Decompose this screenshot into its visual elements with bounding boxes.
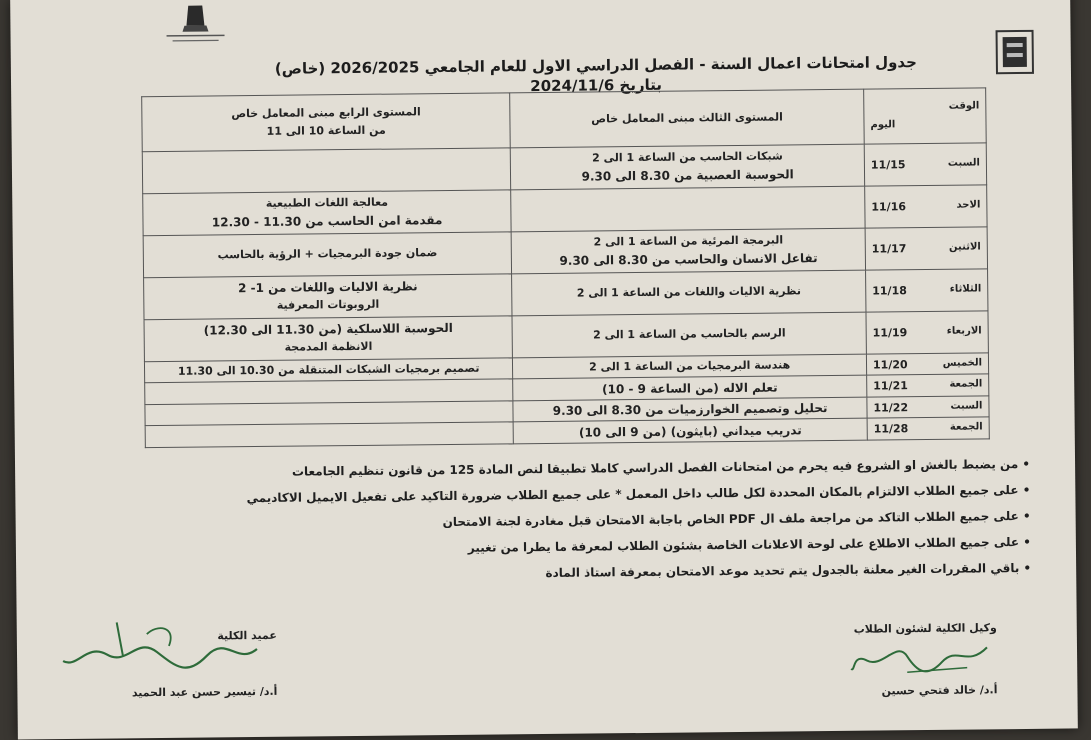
- exam-entry: [151, 390, 506, 394]
- header-level3: [510, 89, 864, 148]
- note-item: • على جميع الطلاب الاطلاع على لوحة الاعلانات الخاصة بشئون الطلاب لمعرفة ما يطرا من تغيير: [166, 529, 1031, 564]
- exam-entry: تدريب ميداني (بايثون) (من 9 الى 10): [520, 420, 861, 442]
- note-text: باقي المقررات الغير معلنة بالجدول يتم تحديد موعد الامتحان بمعرفة استاذ المادة: [545, 561, 1019, 580]
- vice-dean-name: أ.د/ خالد فتحي حسين: [777, 683, 997, 698]
- exam-entry: تحليل وتصميم الخوارزميات من 8.30 الى 9.30: [520, 399, 861, 421]
- exam-entry: تفاعل الانسان والحاسب من 8.30 الى 9.30: [518, 249, 859, 271]
- exam-entry: البرمجة المرئية من الساعة 1 الى 2: [518, 231, 859, 253]
- header-time: الوقت: [870, 97, 979, 116]
- day-name: الجمعة: [949, 378, 982, 389]
- exam-entry: معالجة اللغات الطبيعية: [149, 193, 504, 215]
- level3-cell: [512, 312, 866, 358]
- faculty-logo-icon: [160, 3, 230, 44]
- table-header-row: [142, 88, 987, 152]
- row-day: [864, 143, 986, 186]
- vice-dean-signature-icon: [847, 637, 997, 683]
- exam-entry: نظرية الاليات واللغات من 1- 2: [150, 277, 505, 299]
- note-text: على جميع الطلاب التاكد من مراجعة ملف ال PDF الخاص باجابة الامتحان قبل مغادرة لجنة الامتحان: [442, 509, 1018, 529]
- day-name: السبت: [950, 400, 982, 411]
- level3-cell: [511, 186, 865, 232]
- day-name: السبت: [948, 157, 980, 168]
- day-name: الخميس: [943, 357, 982, 368]
- exam-schedule-table: [141, 87, 990, 448]
- row-day: [865, 185, 987, 228]
- exam-entry: [152, 412, 507, 416]
- vice-dean-title: وكيل الكلية لشئون الطلاب: [777, 621, 997, 636]
- level4-cell: [143, 190, 512, 236]
- day-date: 11/19: [873, 326, 908, 339]
- exam-entry: الحوسبة اللاسلكية (من 11.30 الى 12.30): [151, 319, 506, 341]
- exam-entry: ضمان جودة البرمجيات + الرؤية بالحاسب: [150, 244, 505, 266]
- exam-entry: [518, 207, 859, 211]
- level3-cell: [512, 270, 866, 316]
- title-line: جدول امتحانات اعمال السنة - الفصل الدراسي الاول للعام الجامعي 2026/2025 (خاص): [271, 52, 921, 79]
- document-page: [10, 0, 1078, 740]
- row-day: [867, 396, 989, 419]
- day-date: 11/18: [872, 284, 907, 297]
- exam-entry: الروبوتات المعرفية: [150, 295, 505, 317]
- day-date: 11/28: [874, 422, 909, 435]
- note-item: • على جميع الطلاب التاكد من مراجعة ملف ال PDF الخاص باجابة الامتحان قبل مغادرة لجنة الامتحان: [166, 503, 1031, 538]
- dean-name: أ.د/ تيسير حسن عبد الحميد: [67, 685, 277, 700]
- header-level4-time: من الساعة 10 الى 11: [148, 120, 503, 142]
- level4-cell: [145, 422, 514, 447]
- level3-cell: [511, 228, 865, 274]
- day-name: الجمعة: [950, 422, 983, 433]
- level4-cell: [143, 232, 512, 278]
- exam-entry: مقدمة امن الحاسب من 11.30 - 12.30: [149, 211, 504, 233]
- day-name: الاثنين: [949, 241, 981, 252]
- level4-cell: [142, 148, 511, 194]
- title-date: بتاريخ 2024/11/6: [271, 72, 921, 99]
- day-date: 11/16: [871, 200, 906, 213]
- note-text: من يضبط بالغش او الشروع فيه يحرم من امتحانات الفصل الدراسي كاملا تطبيقا لنص المادة 125 من قانون تنظيم الجامعات: [292, 457, 1018, 479]
- notes-list: [165, 451, 1031, 590]
- header-level3-label: المستوى الثالث مبنى المعامل خاص: [517, 108, 858, 130]
- row-day: [865, 269, 987, 312]
- header-level4-label: المستوى الرابع مبنى المعامل خاص: [148, 102, 503, 124]
- day-date: 11/15: [871, 158, 906, 171]
- row-day: [866, 311, 988, 354]
- day-date: 11/20: [873, 358, 908, 371]
- row-day: [866, 353, 988, 376]
- level3-cell: [511, 144, 865, 190]
- exam-entry: [149, 169, 504, 173]
- note-text: على جميع الطلاب الالتزام بالمكان المحددة لكل طالب داخل المعمل * على جميع الطلاب ضرورة التاكيد على تفعيل الايميل الاكاديمي: [246, 483, 1018, 505]
- header-day: اليوم: [870, 115, 979, 134]
- level4-cell: [144, 274, 513, 320]
- day-date: 11/22: [873, 401, 908, 414]
- exam-entry: نظرية الاليات واللغات من الساعة 1 الى 2: [518, 282, 859, 304]
- row-day: [867, 417, 989, 440]
- exam-entry: [152, 433, 507, 437]
- exam-entry: تعلم الاله (من الساعة 9 - 10): [519, 377, 860, 399]
- exam-entry: الرسم بالحاسب من الساعة 1 الى 2: [519, 324, 860, 346]
- dean-title: عميد الكلية: [77, 629, 277, 644]
- day-date: 11/17: [872, 242, 907, 255]
- exam-entry: الحوسبة العصبية من 8.30 الى 9.30: [517, 165, 858, 187]
- level3-cell: [513, 419, 867, 444]
- row-day: [865, 227, 987, 270]
- day-name: الاحد: [956, 199, 980, 210]
- level4-cell: [144, 316, 513, 362]
- exam-entry: الانظمة المدمجة: [151, 337, 506, 359]
- day-date: 11/21: [873, 379, 908, 392]
- header-level4: [142, 93, 511, 152]
- exam-entry: شبكات الحاسب من الساعة 1 الى 2: [517, 147, 858, 169]
- note-item: • باقي المقررات الغير معلنة بالجدول يتم تحديد موعد الامتحان بمعرفة استاذ المادة: [166, 555, 1031, 590]
- exam-entry: تصميم برمجيات الشبكات المتنقلة من 10.30 الى 11.30: [151, 359, 506, 381]
- header-time-day: [864, 88, 987, 144]
- dean-signature-icon: [57, 615, 268, 679]
- note-text: على جميع الطلاب الاطلاع على لوحة الاعلانات الخاصة بشئون الطلاب لمعرفة ما يطرا من تغيير: [468, 535, 1019, 555]
- day-name: الاربعاء: [947, 325, 982, 336]
- note-item: • على جميع الطلاب الالتزام بالمكان المحددة لكل طالب داخل المعمل * على جميع الطلاب ضرورة التاكيد على تفعيل الايميل الاكاديمي: [165, 477, 1030, 512]
- note-item: • من يضبط بالغش او الشروع فيه يحرم من امتحانات الفصل الدراسي كاملا تطبيقا لنص المادة 125 من قانون تنظيم الجامعات: [165, 451, 1030, 486]
- exam-entry: هندسة البرمجيات من الساعة 1 الى 2: [519, 356, 860, 378]
- university-seal-icon: [995, 29, 1035, 75]
- row-day: [867, 374, 989, 397]
- day-name: الثلاثاء: [950, 283, 982, 294]
